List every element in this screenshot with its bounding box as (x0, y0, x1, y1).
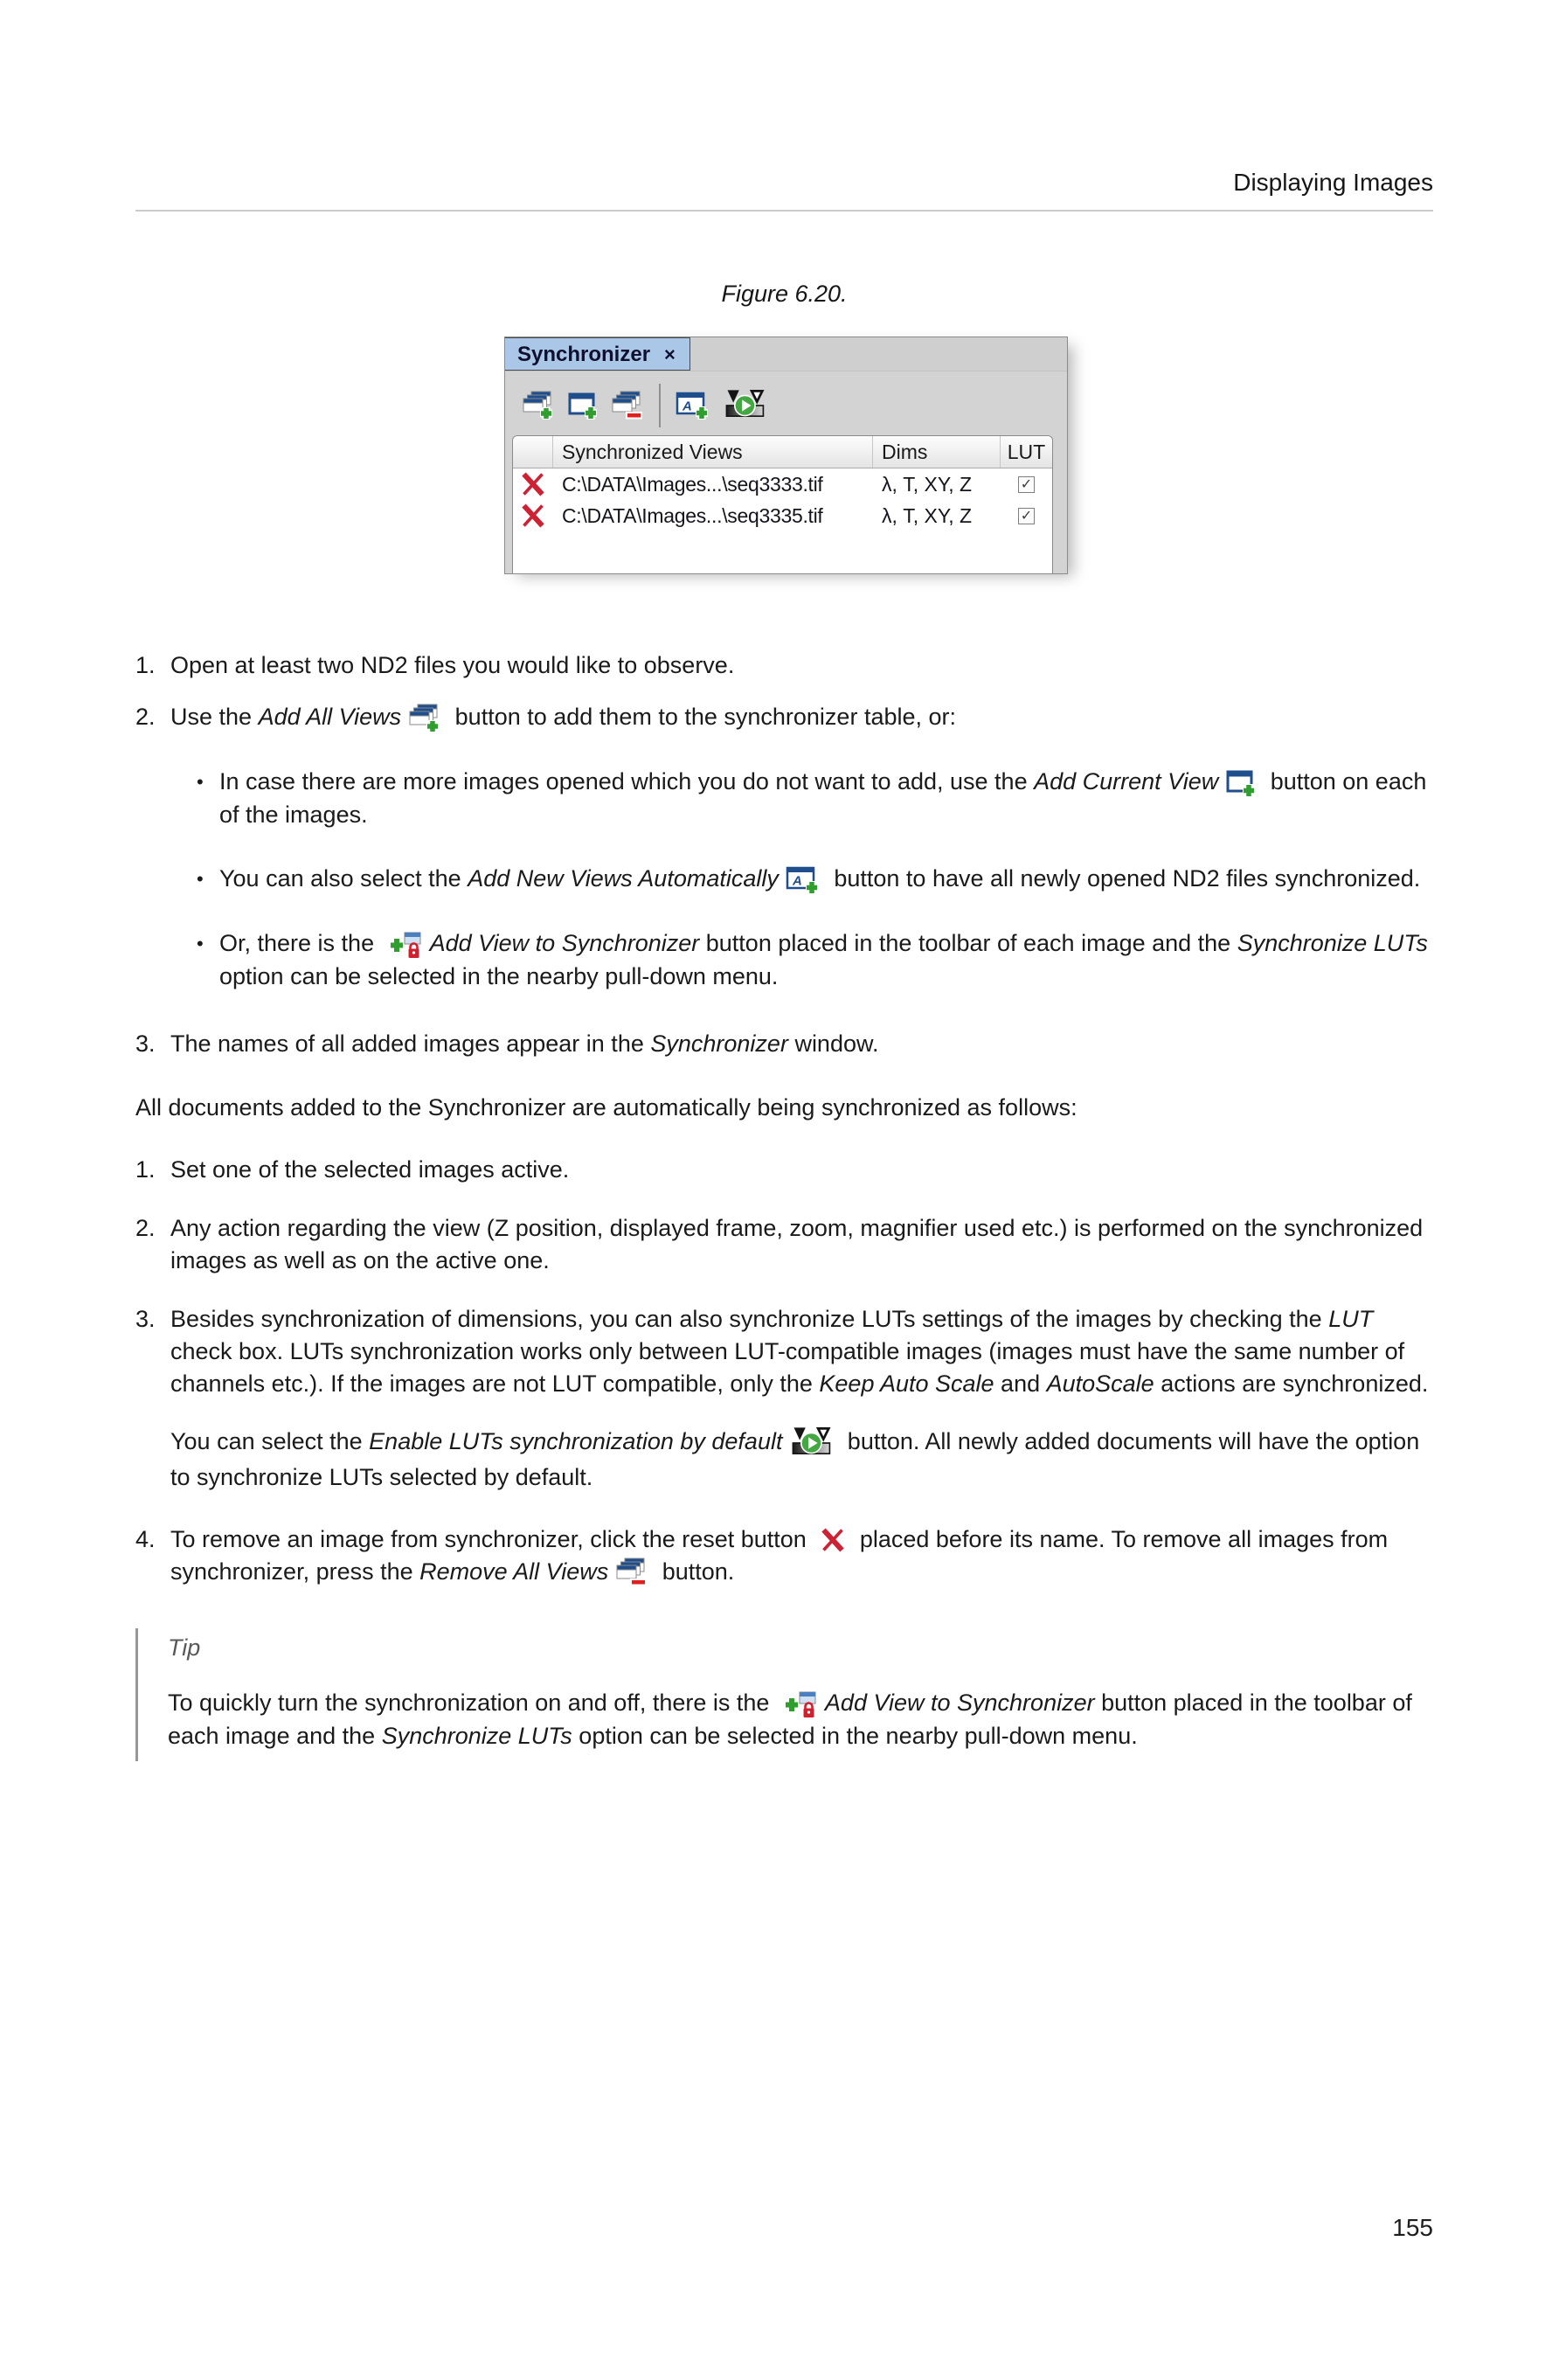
emphasis-text: Synchronize LUTs (381, 1723, 572, 1750)
figure (135, 278, 1433, 574)
list-number: 2. (135, 1214, 156, 1241)
dims-cell: λ, T, XY, Z (882, 503, 973, 527)
bullet-text (219, 766, 1433, 831)
reset-x-icon[interactable] (520, 471, 546, 497)
list-number: 3. (135, 1030, 156, 1057)
list-number: 3. (135, 1305, 156, 1332)
dims-cell: λ, T, XY, Z (882, 472, 973, 496)
text-run: button to have all newly opened ND2 files synchronized. (827, 864, 1421, 892)
text-run: To quickly turn the synchronization on and off, there is the (168, 1690, 776, 1717)
text-run: In case there are more images opened which you do not want to add, use the (219, 767, 1035, 794)
list-number: 2. (135, 704, 156, 730)
emphasis-text: Remove All Views (419, 1558, 609, 1585)
step-item-4 (135, 1523, 1433, 1589)
add-all-views-button[interactable] (522, 390, 555, 421)
reset-x-icon[interactable] (520, 503, 546, 529)
enable-luts-sync-icon (789, 1425, 834, 1461)
add-all-views-icon (408, 703, 441, 734)
text-run: Besides synchronization of dimensions, you can also synchronize LUTs settings of the images by checking the (170, 1305, 1329, 1332)
panel-toolbar (505, 371, 1067, 433)
reset-cell[interactable] (513, 468, 553, 500)
tip-label: Tip (168, 1634, 201, 1662)
tab-bar (505, 337, 1067, 371)
file-path-cell: C:\DATA\Images...\seq3335.tif (562, 503, 823, 527)
enable-luts-sync-button[interactable] (723, 387, 767, 424)
tip-block (135, 1628, 1433, 1761)
text-run: actions are synchronized. (1154, 1370, 1429, 1397)
table-row[interactable] (513, 500, 1052, 531)
text-run: option can be selected in the nearby pull-down menu. (219, 962, 779, 989)
column-header-lut: LUT (1007, 440, 1046, 463)
bullet-glyph: • (197, 867, 204, 890)
bullet-text (219, 863, 1433, 896)
step-item-2 (135, 701, 1433, 734)
sync-step-1 (135, 1154, 1433, 1186)
page-number: 155 (1392, 2214, 1433, 2241)
lut-checkbox[interactable]: ✓ (1018, 508, 1035, 524)
text-run: Any action regarding the view (Z position, displayed frame, zoom, magnifier used etc.) is performed on the synchronized images as well as on the active one. (170, 1214, 1424, 1273)
table-header (513, 436, 1052, 468)
text-run: button. All newly added documents will have the option to synchronize LUTs selected by default. (170, 1427, 1420, 1490)
emphasis-text: Add View to Synchronizer (429, 929, 700, 956)
step-item-1 (135, 649, 1433, 682)
column-header-reset (513, 436, 553, 468)
svg-text:A: A (792, 873, 802, 889)
text-run: Open at least two ND2 files you would like to observe. (170, 652, 735, 678)
remove-all-views-icon (615, 1557, 648, 1588)
step-text (170, 1523, 1433, 1589)
list-number: 1. (135, 652, 156, 678)
header-rule (135, 210, 1433, 212)
figure-caption: Figure 6.20. (721, 281, 848, 307)
sync-table (512, 435, 1053, 573)
list-number: 4. (135, 1525, 156, 1552)
page-header (0, 168, 1566, 198)
bullet-item-add-new-views (135, 863, 1433, 896)
text-run: and (994, 1370, 1047, 1397)
toolbar-separator (659, 384, 661, 427)
table-row[interactable] (513, 468, 1052, 500)
step-text (170, 649, 1433, 682)
text-run: The names of all added images appear in the (170, 1030, 651, 1057)
text-run: button on each of the images. (219, 767, 1427, 828)
add-view-to-synchronizer-icon (388, 929, 423, 961)
add-current-view-button[interactable] (567, 390, 599, 421)
text-run: Or, there is the (219, 929, 381, 956)
page-header-text: Displaying Images (1233, 169, 1433, 196)
text-run: button to add them to the synchronizer table, or: (448, 704, 956, 730)
text-run: button placed in the toolbar of each image and the (699, 929, 1237, 956)
lut-cell[interactable] (1001, 468, 1052, 500)
text-run: Set one of the selected images active. (170, 1155, 570, 1183)
emphasis-text: Add New Views Automatically (468, 864, 779, 892)
emphasis-text: Add All Views (258, 704, 402, 730)
sync-step-3 (135, 1303, 1433, 1400)
bullet-glyph: • (197, 932, 204, 954)
text-run: All documents added to the Synchronizer are automatically being synchronized as follows: (135, 1093, 1077, 1121)
text-run: To remove an image from synchronizer, click the reset button (170, 1525, 814, 1552)
emphasis-text: Synchronizer (650, 1030, 788, 1057)
table-body (513, 468, 1052, 531)
text-run: button. (655, 1558, 735, 1585)
step-text (170, 1212, 1433, 1277)
paragraph-sync-intro (135, 1092, 1433, 1124)
emphasis-text: LUT (1328, 1305, 1374, 1332)
file-path-cell: C:\DATA\Images...\seq3333.tif (562, 472, 823, 496)
step-item-3 (135, 1028, 1433, 1060)
emphasis-text: AutoScale (1046, 1370, 1154, 1397)
text-run: window. (787, 1030, 879, 1057)
emphasis-text: Synchronize LUTs (1237, 929, 1428, 956)
page-content (0, 278, 1566, 1761)
tip-text (168, 1687, 1433, 1752)
add-new-views-auto-icon (786, 864, 821, 896)
text-run: placed before its name. To remove all images from synchronizer, press the (170, 1525, 1389, 1585)
lut-checkbox[interactable]: ✓ (1018, 476, 1035, 493)
svg-text:A: A (683, 399, 692, 414)
remove-all-views-button[interactable] (611, 390, 644, 421)
emphasis-text: Add View to Synchronizer (824, 1690, 1095, 1717)
sync-step-2 (135, 1212, 1433, 1277)
bullet-item-add-view-to-synchronizer (135, 927, 1433, 993)
step-text (170, 1028, 1433, 1060)
emphasis-text: Enable LUTs synchronization by default (369, 1427, 783, 1454)
list-number: 1. (135, 1155, 156, 1183)
bullet-text (219, 927, 1433, 993)
tab-synchronizer[interactable] (505, 337, 690, 371)
column-header-synchronized-views: Synchronized Views (553, 436, 873, 468)
text-run: You can also select the (219, 864, 468, 892)
paragraph-enable-luts (170, 1425, 1433, 1494)
tab-close-icon[interactable]: × (664, 343, 676, 365)
emphasis-text: Keep Auto Scale (819, 1370, 994, 1397)
tab-label: Synchronizer (517, 342, 651, 366)
step-text (170, 1303, 1433, 1400)
add-view-to-synchronizer-icon (783, 1689, 818, 1720)
emphasis-text: Add Current View (1034, 767, 1219, 794)
step-text (170, 1154, 1433, 1186)
text-run: option can be selected in the nearby pull-down menu. (572, 1723, 1138, 1750)
reset-x-icon (820, 1527, 846, 1553)
text-run: Use the (170, 704, 259, 730)
synchronizer-panel (504, 337, 1068, 574)
lut-cell[interactable] (1001, 500, 1052, 531)
add-new-views-auto-button[interactable] (676, 390, 710, 421)
add-current-view-icon (1225, 767, 1257, 799)
text-run: check box. LUTs synchronization works only between LUT-compatible images (images must have the same number of channels etc.). If the images are not LUT compatible, only the (170, 1337, 1405, 1397)
column-header-dims: Dims (873, 436, 1001, 468)
text-run: You can select the (170, 1427, 370, 1454)
bullet-glyph: • (197, 770, 204, 793)
text-run: button placed in the toolbar of each image and the (168, 1690, 1412, 1750)
step-text (170, 701, 1433, 734)
reset-cell[interactable] (513, 500, 553, 531)
bullet-item-add-current-view (135, 766, 1433, 831)
